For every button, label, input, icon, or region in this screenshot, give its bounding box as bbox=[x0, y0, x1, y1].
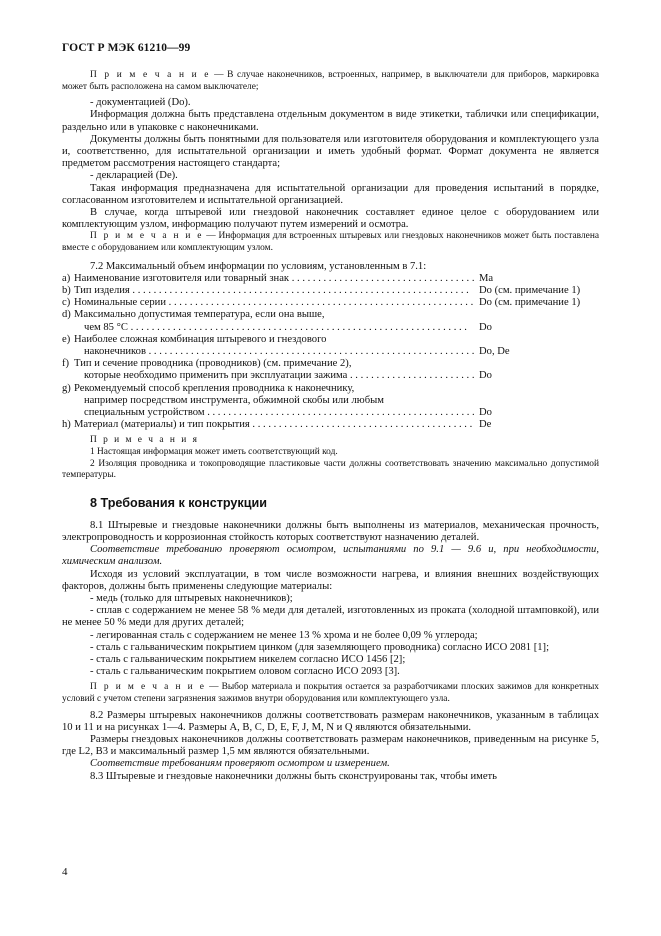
note-1: 1 Настоящая информация может иметь соответствующий код. bbox=[90, 447, 338, 458]
item-text: Наиболее сложная комбинация штыревого и гнездового bbox=[74, 333, 327, 345]
item-letter: h) bbox=[62, 419, 71, 431]
item-text: Тип и сечение проводника (проводников) (см. примечание 2), bbox=[74, 358, 352, 370]
page-header: ГОСТ Р МЭК 61210—99 bbox=[62, 42, 191, 54]
list-item bbox=[62, 273, 599, 285]
material-item: - медь (только для штыревых наконечников); bbox=[90, 593, 293, 605]
item-text: чем 85 °С . . . bbox=[74, 322, 475, 334]
clause-8-2-socket: Размеры гнездовых наконечников должны соответствовать размерам наконечников, приведенным на рисунке 5, где L2, B3 и максимальный размер 1,5 мм являются обязательными. bbox=[62, 734, 599, 758]
list-item-continued bbox=[62, 395, 599, 407]
material-item: - сплав с содержанием не менее 58 % меди для деталей, изготовленных из проката (холодной штамповкой), или не менее 50 % меди для других деталей; bbox=[62, 605, 599, 629]
note-text: — Выбор материала и покрытия остается за разработчиками плоских зажимов для конкретных условий с учетом степени загрязнения зажимов внутри оборудования или комплектующего узла. bbox=[62, 682, 599, 705]
paragraph-materials: Исходя из условий эксплуатации, в том числе возможности нагрева, и влияния внешних воздействующих факторов, должны быть применены следующие материалы: bbox=[62, 568, 599, 592]
item-letter: f) bbox=[62, 358, 70, 370]
item-text: Наименование изготовителя или товарный знак . . . bbox=[74, 273, 475, 285]
list-item-continued bbox=[62, 346, 599, 358]
notes-heading: П р и м е ч а н и я bbox=[90, 435, 199, 446]
paragraph-integrated: В случае, когда штыревой или гнездовой наконечник составляет единое целое с оборудованием или комплектующим узлом, информацию получают путем измерений и осмотра. bbox=[62, 207, 599, 231]
item-value: Do (см. примечание 1) bbox=[479, 285, 581, 297]
item-value: Ma bbox=[479, 272, 494, 284]
list-item bbox=[62, 383, 599, 395]
info-list bbox=[62, 273, 599, 432]
item-value: Do bbox=[479, 407, 492, 419]
item-value: Do bbox=[479, 321, 492, 333]
material-item: - сталь с гальваническим покрытием цинком (для заземляющего проводника) согласно ИСО 2081 [1]; bbox=[90, 641, 550, 653]
item-value: Do (см. примечание 1) bbox=[479, 297, 581, 309]
paragraph-info-document: Информация должна быть представлена отдельным документом в виде этикетки, таблички или спецификации, раздельно или в упаковке с наконечниками. bbox=[62, 109, 599, 133]
note-label: П р и м е ч а н и е bbox=[90, 70, 211, 80]
list-item-continued bbox=[62, 370, 599, 382]
item-letter: c) bbox=[62, 297, 71, 309]
note-built-in bbox=[62, 231, 599, 254]
clause-8-1: 8.1 Штыревые и гнездовые наконечники должны быть выполнены из материалов, механическая прочность, электропроводность и коррозионная стойкость которых соответствуют назначению деталей. bbox=[62, 519, 599, 544]
list-item bbox=[62, 358, 599, 370]
note-label: П р и м е ч а н и е bbox=[90, 231, 204, 242]
documentation-item: - документацией (Do). bbox=[90, 97, 191, 109]
note-text: — В случае наконечников, встроенных, например, в выключатели для приборов, маркировка может быть расположена на самом выключателе; bbox=[62, 70, 599, 92]
list-item bbox=[62, 297, 599, 309]
list-item-continued bbox=[62, 407, 599, 419]
item-text: Рекомендуемый способ крепления проводника к наконечнику, bbox=[74, 382, 355, 394]
item-text: специальным устройством . . . bbox=[74, 407, 475, 419]
item-text: Номинальные серии . . . bbox=[74, 297, 475, 309]
check-8-1: Соответствие требованию проверяют осмотром, испытаниями по 9.1 — 9.6 и, при необходимости, химическим анализом. bbox=[62, 544, 599, 568]
paragraph-documents: Документы должны быть понятными для пользователя или изготовителя оборудования и комплектующего узла и, соответственно, для испытательной организации и иметь удобный формат. Формат документа не является предметом рассмотрения настоящего стандарта; bbox=[62, 133, 599, 170]
item-letter: g) bbox=[62, 382, 71, 394]
item-text: например посредством инструмента, обжимной скобы или любым bbox=[84, 394, 384, 406]
list-item-continued bbox=[62, 322, 599, 334]
section-8-title: 8 Требования к конструкции bbox=[90, 495, 267, 510]
material-item: - сталь с гальваническим покрытием оловом согласно ИСО 2093 [3]. bbox=[90, 666, 400, 678]
paragraph-test-org: Такая информация предназначена для испытательной организации для проведения испытаний в порядке, согласованном изготовителем и испытательной организацией. bbox=[62, 182, 599, 206]
clause-8-3: 8.3 Штыревые и гнездовые наконечники должны быть сконструированы так, чтобы иметь bbox=[90, 770, 497, 782]
item-value: Do bbox=[479, 370, 492, 382]
note-2: 2 Изоляция проводника и токопроводящие пластиковые части должны соответствовать значению максимально допустимой температуры. bbox=[62, 458, 599, 481]
note-text: — Информация для встроенных штыревых или гнездовых наконечников может быть поставлена вместе с оборудованием или комплектующим узлом. bbox=[62, 231, 599, 254]
clause-8-2: 8.2 Размеры штыревых наконечников должны соответствовать размерам наконечников, указанным в таблицах 10 и 11 и на рисунках 1—4. Размеры A, B, C, D, E, F, J, M, N и Q являются обязательными. bbox=[62, 709, 599, 733]
item-letter: a) bbox=[62, 272, 71, 284]
check-8-2: Соответствие требованиям проверяют осмотром и измерением. bbox=[90, 758, 390, 770]
note-marking bbox=[62, 70, 599, 93]
item-text: Тип изделия . . . bbox=[74, 285, 475, 297]
clause-7-2-title: 7.2 Максимальный объем информации по условиям, установленным в 7.1: bbox=[90, 260, 427, 272]
item-letter: d) bbox=[62, 309, 71, 321]
material-item: - сталь с гальваническим покрытием никелем согласно ИСО 1456 [2]; bbox=[90, 654, 406, 666]
material-item: - легированная сталь с содержанием не менее 13 % хрома и не более 0,09 % углерода; bbox=[90, 629, 478, 641]
item-text: наконечников . . . bbox=[74, 346, 475, 358]
item-text: Материал (материалы) и тип покрытия . . . bbox=[74, 419, 475, 431]
item-value: De bbox=[479, 419, 492, 431]
declaration-item: - декларацией (De). bbox=[90, 170, 178, 182]
page-content bbox=[62, 70, 599, 783]
list-item bbox=[62, 309, 599, 321]
note-materials bbox=[62, 682, 599, 705]
item-letter: e) bbox=[62, 333, 71, 345]
list-item bbox=[62, 419, 599, 431]
item-value: Do, De bbox=[479, 346, 510, 358]
page-number: 4 bbox=[62, 866, 68, 878]
item-text: Максимально допустимая температура, если она выше, bbox=[74, 309, 325, 321]
item-text: которые необходимо применить при эксплуатации зажима . . . bbox=[74, 370, 475, 382]
item-letter: b) bbox=[62, 285, 71, 297]
list-item bbox=[62, 285, 599, 297]
list-item bbox=[62, 334, 599, 346]
note-label: П р и м е ч а н и е bbox=[90, 682, 206, 693]
